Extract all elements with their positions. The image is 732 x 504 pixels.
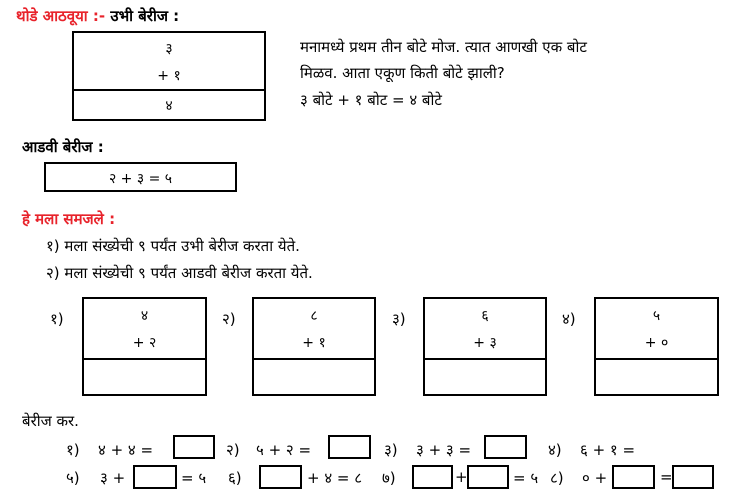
recall-title: उभी बेरीज :	[110, 7, 180, 25]
vertical-problem-4-bottom: + ०	[644, 335, 669, 351]
exercise-problem-6-right: + ४ = ८	[307, 469, 363, 487]
exercise-problem-7-answer-1[interactable]	[412, 465, 453, 489]
recall-heading	[16, 6, 179, 26]
learned-item-1: १) मला संख्येची ९ पर्यंत उभी बेरीज करता येते.	[46, 237, 300, 255]
exercise-problem-5-right: = ५	[181, 469, 207, 487]
vertical-problem-1-bottom: + २	[132, 335, 157, 351]
recall-text-line-2: मिळव. आता एकूण किती बोटे झाली?	[300, 64, 505, 82]
exercise-problem-8-number: ८)	[550, 469, 564, 487]
vertical-problem-1-number: १)	[50, 310, 64, 328]
horizontal-equation-box	[44, 162, 237, 192]
exercise-problem-4-expr: ६ + १ =	[580, 441, 636, 459]
vertical-problem-2-box	[252, 297, 376, 396]
exercise-problem-3-number: ३)	[384, 441, 398, 459]
exercise-problem-3-answer[interactable]	[484, 435, 527, 459]
learned-item-2: २) मला संख्येची ९ पर्यंत आडवी बेरीज करता येते.	[46, 264, 313, 282]
recall-addend-2: + १	[157, 68, 181, 84]
vertical-problem-2-top: ८	[310, 308, 318, 324]
recall-sum: ४	[165, 98, 173, 114]
vertical-problem-1-top: ४	[140, 308, 149, 324]
recall-addend-1: ३	[165, 41, 173, 57]
exercise-problem-5-number: ५)	[66, 469, 80, 487]
vertical-problem-4-answer[interactable]	[596, 360, 717, 394]
exercise-problem-7-answer-2[interactable]	[467, 465, 509, 489]
horizontal-equation: २ + ३ = ५	[108, 171, 173, 187]
exercise-problem-5-left: ३ +	[100, 469, 126, 487]
vertical-problem-2-answer[interactable]	[254, 360, 374, 394]
exercise-problem-2-number: २)	[226, 441, 240, 459]
exercise-problem-8-answer-1[interactable]	[612, 465, 655, 489]
recall-label: थोडे आठवूया :-	[16, 7, 106, 25]
vertical-problem-4-top: ५	[652, 308, 661, 324]
exercise-problem-2-answer[interactable]	[328, 435, 371, 459]
vertical-problem-3-number: ३)	[392, 310, 406, 328]
exercise-problem-6-number: ६)	[228, 469, 242, 487]
vertical-problem-1-box	[82, 297, 207, 396]
learned-title: हे मला समजले :	[22, 210, 116, 228]
vertical-problem-2-bottom: + १	[302, 335, 326, 351]
exercise-problem-8-answer-2[interactable]	[672, 465, 714, 489]
vertical-problem-3-answer[interactable]	[425, 360, 545, 394]
exercise-problem-2-expr: ५ + २ =	[256, 441, 312, 459]
exercise-problem-8-left: ० +	[582, 469, 608, 487]
vertical-problem-1-answer[interactable]	[84, 360, 205, 394]
exercise-problem-7-plus: +	[455, 468, 468, 486]
exercise-problem-6-answer[interactable]	[259, 465, 302, 489]
vertical-problem-4-number: ४)	[562, 310, 576, 328]
exercise-problem-1-answer[interactable]	[173, 435, 215, 459]
exercise-problem-1-expr: ४ + ४ =	[98, 441, 154, 459]
exercise-title: बेरीज कर.	[22, 412, 79, 430]
exercise-problem-5-answer[interactable]	[133, 465, 177, 489]
recall-sum-line	[74, 89, 264, 91]
exercise-problem-8-eq: =	[660, 468, 673, 486]
recall-text-line-3: ३ बोटे + १ बोट = ४ बोटे	[300, 91, 442, 109]
vertical-problem-4-box	[594, 297, 719, 396]
exercise-problem-3-expr: ३ + ३ =	[416, 441, 472, 459]
exercise-problem-7-right: = ५	[513, 469, 539, 487]
vertical-problem-3-bottom: + ३	[473, 335, 497, 351]
vertical-problem-3-top: ६	[481, 308, 489, 324]
vertical-problem-2-number: २)	[222, 310, 236, 328]
exercise-problem-4-number: ४)	[548, 441, 562, 459]
recall-text-line-1: मनामध्ये प्रथम तीन बोटे मोज. त्यात आणखी एक बोट	[300, 38, 587, 56]
horizontal-title: आडवी बेरीज :	[22, 138, 104, 156]
vertical-problem-3-box	[423, 297, 547, 396]
exercise-problem-7-number: ७)	[382, 469, 396, 487]
exercise-problem-1-number: १)	[66, 441, 80, 459]
recall-vertical-sum-box	[72, 31, 266, 121]
